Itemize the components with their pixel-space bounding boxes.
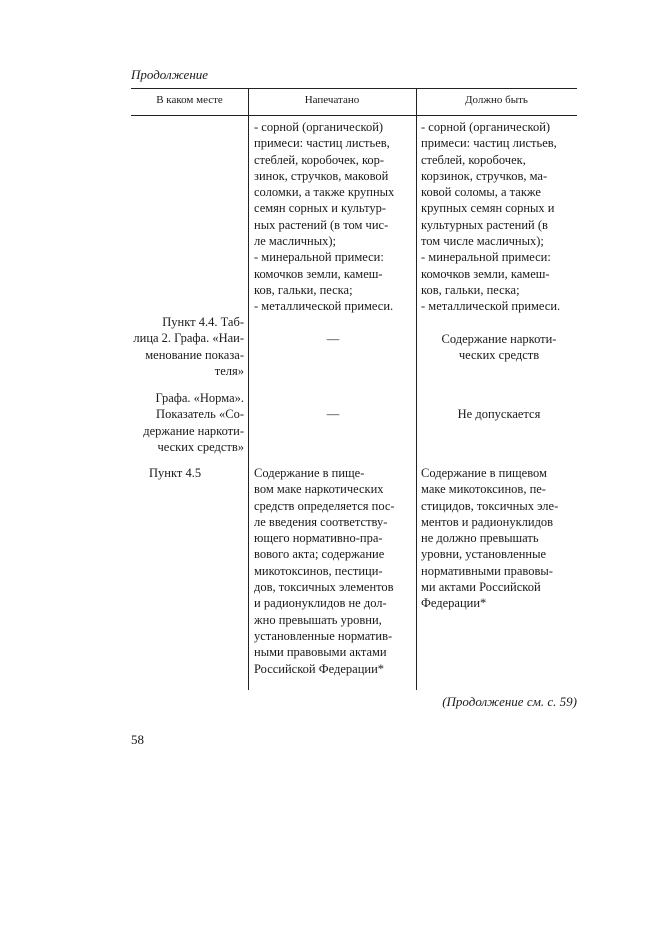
row-4-printed: Содержание в пище- вом маке наркотических средств определяется пос- ле введения соответству- ющего нормативно-пра- вового акта; содержание микотоксинов, пестици- дов, токсичных элементов и радионуклидов не дол- жно превышать уровни, установленные норматив- ными правовыми актами Российской Федерации*	[254, 466, 395, 676]
errata-table	[131, 88, 577, 690]
row-4-place: Пункт 4.5	[149, 466, 202, 480]
header-place: В каком месте	[156, 94, 223, 106]
row-4-should-be: Содержание в пищевом маке микотоксинов, пе- стицидов, токсичных эле- ментов и радионуклидов не должно превышать уровни, установленные нормативными правовы- ми актами Российской Федерации*	[421, 466, 559, 611]
continuation-note: (Продолжение см. с. 59)	[442, 694, 577, 709]
header-printed: Напечатано	[304, 94, 360, 106]
row-3-printed: —	[326, 407, 340, 421]
column-divider	[416, 88, 417, 690]
table-header-rule	[131, 115, 577, 116]
row-2-place: Пункт 4.4. Таб- лица 2. Графа. «Наи- менование показа- теля»	[133, 315, 244, 378]
column-divider	[248, 88, 249, 690]
row-1-should-be: - сорной (органической) примеси: частиц листьев, стеблей, коробочек, корзинок, стручков, ма- ковой соломы, а также крупных семян сорных и культурных растений (в том числе масличных); - минеральной примеси: комочков земли, камеш- ков, гальки, песка; - металлической примеси.	[421, 120, 561, 314]
row-3-place: Графа. «Норма». Показатель «Со- держание наркоти- ческих средств»	[143, 391, 244, 454]
row-3-should-be: Не допускается	[457, 407, 541, 421]
header-should-be: Должно быть	[465, 94, 528, 106]
row-2-printed: —	[326, 332, 340, 346]
row-1-printed: - сорной (органической) примеси: частиц листьев, стеблей, коробочек, кор- зинок, стручков, маковой соломки, а также крупных семян сорных и культур- ных растений (в том чис- ле масличных); - минеральной примеси: комочков земли, камеш- ков, гальки, песка; - металлической примеси.	[254, 120, 395, 314]
row-2-should-be: Содержание наркоти- ческих средств	[441, 332, 557, 363]
page-number: 58	[131, 732, 144, 747]
table-top-rule	[131, 88, 577, 89]
continued-label: Продолжение	[131, 67, 209, 82]
